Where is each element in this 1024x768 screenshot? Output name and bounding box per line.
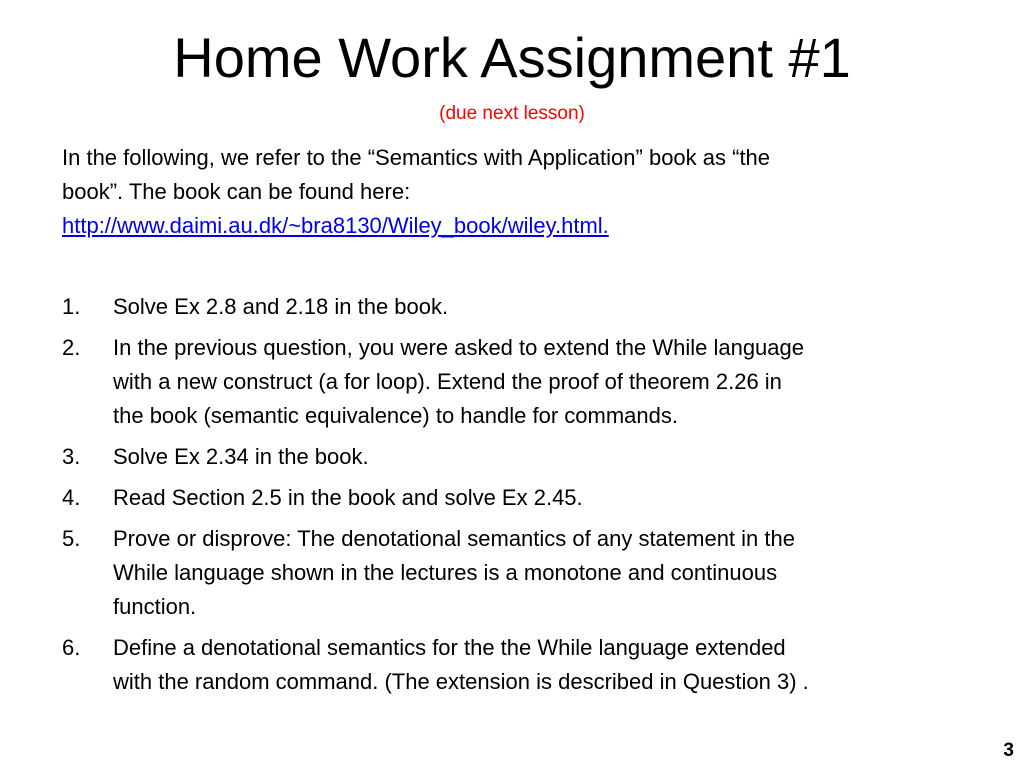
task-number: 6. — [62, 635, 81, 660]
task-number: 1. — [62, 294, 81, 319]
intro-paragraph — [62, 141, 962, 243]
task-text-line: Solve Ex 2.8 and 2.18 in the book. — [113, 294, 449, 319]
task-number: 2. — [62, 335, 81, 360]
task-number: 5. — [62, 526, 81, 551]
task-text-line: In the previous question, you were asked to extend the While language — [113, 335, 805, 360]
task-item — [62, 631, 962, 699]
book-link[interactable]: http://www.daimi.au.dk/~bra8130/Wiley_book/wiley.html. — [62, 213, 609, 238]
task-item — [62, 290, 962, 324]
task-text-line: Define a denotational semantics for the the While language extended — [113, 635, 786, 660]
task-list — [62, 290, 962, 706]
task-text-line: While language shown in the lectures is a monotone and continuous — [113, 560, 778, 585]
intro-line: book”. The book can be found here: — [62, 179, 411, 204]
intro-line — [62, 209, 962, 243]
task-number: 4. — [62, 485, 81, 510]
task-text-line: Read Section 2.5 in the book and solve Ex 2.45. — [113, 485, 583, 510]
page-number: 3 — [1003, 740, 1014, 761]
task-text-line: with a new construct (a for loop). Extend the proof of theorem 2.26 in — [113, 369, 782, 394]
slide-title: Home Work Assignment #1 — [173, 26, 851, 89]
task-item — [62, 440, 962, 474]
task-item — [62, 481, 962, 515]
task-text-line: Solve Ex 2.34 in the book. — [113, 444, 369, 469]
intro-line: In the following, we refer to the “Semantics with Application” book as “the — [62, 145, 771, 170]
task-text-line: Prove or disprove: The denotational semantics of any statement in the — [113, 526, 795, 551]
task-text-line: with the random command. (The extension is described in Question 3) . — [113, 669, 809, 694]
task-item — [62, 522, 962, 624]
task-number: 3. — [62, 444, 81, 469]
task-text-line: the book (semantic equivalence) to handle for commands. — [113, 403, 678, 428]
task-text-line: function. — [113, 594, 197, 619]
slide-subtitle: (due next lesson) — [439, 103, 585, 124]
task-item — [62, 331, 962, 433]
